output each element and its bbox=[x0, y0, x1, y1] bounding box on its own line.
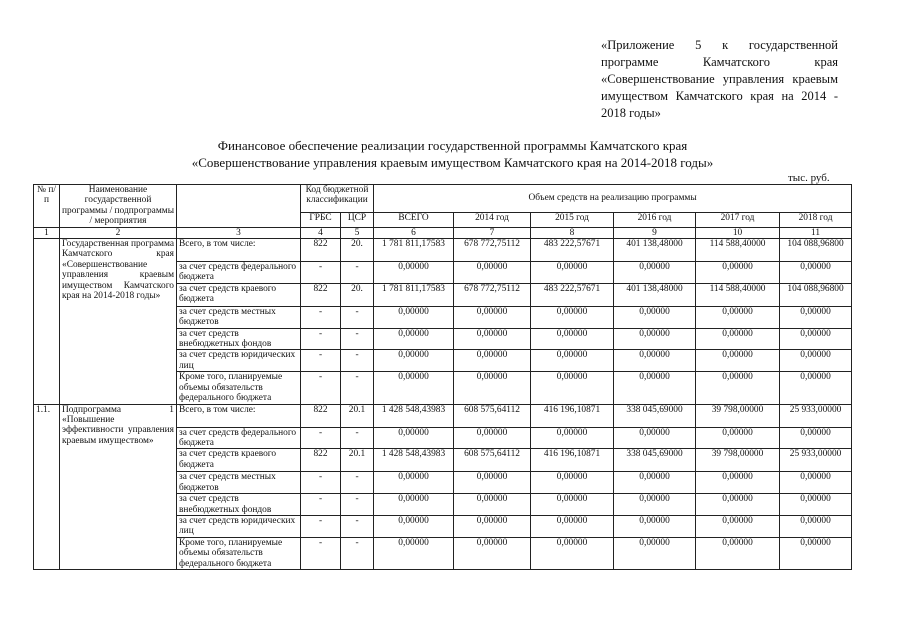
header-2015: 2015 год bbox=[531, 212, 614, 227]
cell-y2015: 416 196,10871 bbox=[531, 449, 614, 472]
appendix-note: «Приложение 5 к государственной программе Камчатского края «Совершенствование управления краевым имуществом Камчатского края на 2014 - 2018 годы» bbox=[601, 38, 838, 120]
header-2017: 2017 год bbox=[696, 212, 780, 227]
column-number: 9 bbox=[614, 227, 696, 238]
funding-source: за счет средств федерального бюджета bbox=[177, 427, 301, 449]
funding-source: за счет средств краевого бюджета bbox=[177, 283, 301, 306]
header-code: Код бюджетной классификации bbox=[301, 185, 374, 213]
cell-grbs: 822 bbox=[301, 239, 341, 262]
column-number: 6 bbox=[374, 227, 454, 238]
cell-grbs: 822 bbox=[301, 449, 341, 472]
cell-y2014: 678 772,75112 bbox=[454, 239, 531, 262]
cell-y2014: 608 575,64112 bbox=[454, 449, 531, 472]
cell-csr: - bbox=[341, 472, 374, 494]
cell-y2014: 0,00000 bbox=[454, 537, 531, 569]
funding-source: за счет средств местных бюджетов bbox=[177, 306, 301, 328]
funding-source: за счет средств краевого бюджета bbox=[177, 449, 301, 472]
cell-y2017: 114 588,40000 bbox=[696, 283, 780, 306]
cell-total: 1 428 548,43983 bbox=[374, 404, 454, 427]
cell-grbs: - bbox=[301, 262, 341, 284]
header-volume: Объем средств на реализацию программы bbox=[374, 185, 852, 213]
cell-y2014: 0,00000 bbox=[454, 472, 531, 494]
funding-source: за счет средств внебюджетных фондов bbox=[177, 494, 301, 516]
cell-grbs: - bbox=[301, 515, 341, 537]
cell-grbs: - bbox=[301, 537, 341, 569]
units-label: тыс. руб. bbox=[788, 172, 830, 184]
cell-grbs: - bbox=[301, 472, 341, 494]
cell-total: 0,00000 bbox=[374, 262, 454, 284]
cell-y2018: 0,00000 bbox=[780, 472, 852, 494]
column-number: 2 bbox=[60, 227, 177, 238]
cell-y2017: 0,00000 bbox=[696, 328, 780, 350]
column-numbers-row bbox=[34, 227, 852, 238]
cell-y2018: 0,00000 bbox=[780, 262, 852, 284]
cell-y2015: 0,00000 bbox=[531, 494, 614, 516]
cell-y2017: 0,00000 bbox=[696, 494, 780, 516]
cell-y2014: 678 772,75112 bbox=[454, 283, 531, 306]
header-total: ВСЕГО bbox=[374, 212, 454, 227]
cell-y2015: 0,00000 bbox=[531, 328, 614, 350]
cell-grbs: 822 bbox=[301, 404, 341, 427]
table-row bbox=[34, 239, 852, 262]
cell-csr: 20.1 bbox=[341, 404, 374, 427]
column-number: 11 bbox=[780, 227, 852, 238]
cell-y2016: 0,00000 bbox=[614, 328, 696, 350]
cell-y2016: 0,00000 bbox=[614, 372, 696, 404]
cell-csr: - bbox=[341, 537, 374, 569]
cell-y2015: 0,00000 bbox=[531, 372, 614, 404]
header-num: № п/п bbox=[34, 185, 60, 228]
funding-source: Кроме того, планируемые объемы обязательств федерального бюджета bbox=[177, 372, 301, 404]
cell-grbs: 822 bbox=[301, 283, 341, 306]
title-line-2: «Совершенствование управления краевым имуществом Камчатского края на 2014-2018 годы» bbox=[191, 155, 714, 170]
cell-y2017: 0,00000 bbox=[696, 472, 780, 494]
cell-y2014: 0,00000 bbox=[454, 515, 531, 537]
funding-source: Всего, в том числе: bbox=[177, 404, 301, 427]
cell-y2016: 401 138,48000 bbox=[614, 239, 696, 262]
cell-y2016: 0,00000 bbox=[614, 494, 696, 516]
cell-total: 0,00000 bbox=[374, 515, 454, 537]
cell-total: 0,00000 bbox=[374, 537, 454, 569]
cell-y2018: 0,00000 bbox=[780, 515, 852, 537]
cell-grbs: - bbox=[301, 372, 341, 404]
document-title bbox=[0, 137, 905, 171]
finance-table bbox=[33, 184, 852, 570]
cell-y2018: 0,00000 bbox=[780, 494, 852, 516]
cell-y2017: 0,00000 bbox=[696, 537, 780, 569]
cell-y2014: 0,00000 bbox=[454, 306, 531, 328]
cell-y2018: 0,00000 bbox=[780, 427, 852, 449]
header-2018: 2018 год bbox=[780, 212, 852, 227]
cell-y2017: 39 798,00000 bbox=[696, 404, 780, 427]
column-number: 5 bbox=[341, 227, 374, 238]
cell-total: 0,00000 bbox=[374, 306, 454, 328]
column-number: 3 bbox=[177, 227, 301, 238]
cell-y2018: 0,00000 bbox=[780, 328, 852, 350]
funding-source: за счет средств федерального бюджета bbox=[177, 262, 301, 284]
cell-grbs: - bbox=[301, 328, 341, 350]
cell-y2016: 401 138,48000 bbox=[614, 283, 696, 306]
row-number bbox=[34, 239, 60, 404]
cell-y2015: 416 196,10871 bbox=[531, 404, 614, 427]
cell-csr: 20.1 bbox=[341, 449, 374, 472]
funding-source: Кроме того, планируемые объемы обязательств федерального бюджета bbox=[177, 537, 301, 569]
cell-y2017: 114 588,40000 bbox=[696, 239, 780, 262]
cell-y2018: 0,00000 bbox=[780, 350, 852, 372]
cell-y2018: 25 933,00000 bbox=[780, 404, 852, 427]
cell-y2015: 0,00000 bbox=[531, 537, 614, 569]
cell-y2014: 0,00000 bbox=[454, 372, 531, 404]
cell-y2016: 338 045,69000 bbox=[614, 449, 696, 472]
cell-y2014: 0,00000 bbox=[454, 350, 531, 372]
cell-csr: - bbox=[341, 262, 374, 284]
cell-grbs: - bbox=[301, 306, 341, 328]
title-line-1: Финансовое обеспечение реализации государственной программы Камчатского края bbox=[217, 138, 688, 153]
funding-source: за счет средств юридических лиц bbox=[177, 350, 301, 372]
cell-grbs: - bbox=[301, 427, 341, 449]
cell-y2014: 0,00000 bbox=[454, 427, 531, 449]
cell-y2018: 0,00000 bbox=[780, 372, 852, 404]
cell-total: 0,00000 bbox=[374, 427, 454, 449]
cell-y2015: 0,00000 bbox=[531, 515, 614, 537]
header-2016: 2016 год bbox=[614, 212, 696, 227]
header-grbs: ГРБС bbox=[301, 212, 341, 227]
cell-csr: - bbox=[341, 328, 374, 350]
cell-y2016: 0,00000 bbox=[614, 262, 696, 284]
table-row bbox=[34, 404, 852, 427]
funding-source: за счет средств внебюджетных фондов bbox=[177, 328, 301, 350]
cell-y2018: 0,00000 bbox=[780, 537, 852, 569]
cell-y2016: 0,00000 bbox=[614, 472, 696, 494]
program-name: Подпрограмма 1 «Повышение эффективности управления краевым имуществом» bbox=[60, 404, 177, 569]
column-number: 10 bbox=[696, 227, 780, 238]
cell-y2016: 0,00000 bbox=[614, 306, 696, 328]
cell-total: 0,00000 bbox=[374, 494, 454, 516]
cell-y2014: 0,00000 bbox=[454, 262, 531, 284]
cell-csr: 20. bbox=[341, 239, 374, 262]
header-csr: ЦСР bbox=[341, 212, 374, 227]
funding-source: за счет средств юридических лиц bbox=[177, 515, 301, 537]
cell-y2018: 0,00000 bbox=[780, 306, 852, 328]
program-name: Государственная программа Камчатского края «Совершенствование управления краевым имуществом Камчатского края на 2014-2018 годы» bbox=[60, 239, 177, 404]
column-number: 8 bbox=[531, 227, 614, 238]
cell-y2017: 0,00000 bbox=[696, 306, 780, 328]
cell-y2015: 0,00000 bbox=[531, 306, 614, 328]
cell-total: 1 428 548,43983 bbox=[374, 449, 454, 472]
cell-total: 0,00000 bbox=[374, 350, 454, 372]
cell-csr: - bbox=[341, 350, 374, 372]
cell-y2015: 483 222,57671 bbox=[531, 239, 614, 262]
cell-csr: - bbox=[341, 494, 374, 516]
cell-y2015: 0,00000 bbox=[531, 472, 614, 494]
cell-total: 0,00000 bbox=[374, 372, 454, 404]
cell-y2017: 0,00000 bbox=[696, 262, 780, 284]
cell-y2017: 39 798,00000 bbox=[696, 449, 780, 472]
cell-csr: 20. bbox=[341, 283, 374, 306]
cell-y2017: 0,00000 bbox=[696, 350, 780, 372]
column-number: 7 bbox=[454, 227, 531, 238]
cell-total: 0,00000 bbox=[374, 328, 454, 350]
cell-y2016: 338 045,69000 bbox=[614, 404, 696, 427]
cell-total: 1 781 811,17583 bbox=[374, 239, 454, 262]
cell-y2016: 0,00000 bbox=[614, 427, 696, 449]
cell-y2015: 0,00000 bbox=[531, 350, 614, 372]
funding-source: Всего, в том числе: bbox=[177, 239, 301, 262]
cell-y2015: 483 222,57671 bbox=[531, 283, 614, 306]
row-number: 1.1. bbox=[34, 404, 60, 569]
cell-y2018: 104 088,96800 bbox=[780, 239, 852, 262]
cell-y2017: 0,00000 bbox=[696, 372, 780, 404]
cell-csr: - bbox=[341, 372, 374, 404]
cell-csr: - bbox=[341, 515, 374, 537]
cell-total: 1 781 811,17583 bbox=[374, 283, 454, 306]
cell-total: 0,00000 bbox=[374, 472, 454, 494]
cell-csr: - bbox=[341, 306, 374, 328]
header-name: Наименование государственной программы / подпрограммы / мероприятия bbox=[60, 185, 177, 228]
cell-y2016: 0,00000 bbox=[614, 515, 696, 537]
cell-y2015: 0,00000 bbox=[531, 427, 614, 449]
cell-y2018: 25 933,00000 bbox=[780, 449, 852, 472]
cell-grbs: - bbox=[301, 494, 341, 516]
cell-y2014: 0,00000 bbox=[454, 494, 531, 516]
cell-csr: - bbox=[341, 427, 374, 449]
cell-y2016: 0,00000 bbox=[614, 537, 696, 569]
cell-y2015: 0,00000 bbox=[531, 262, 614, 284]
funding-source: за счет средств местных бюджетов bbox=[177, 472, 301, 494]
header-2014: 2014 год bbox=[454, 212, 531, 227]
cell-y2014: 608 575,64112 bbox=[454, 404, 531, 427]
cell-grbs: - bbox=[301, 350, 341, 372]
cell-y2018: 104 088,96800 bbox=[780, 283, 852, 306]
cell-y2014: 0,00000 bbox=[454, 328, 531, 350]
cell-y2016: 0,00000 bbox=[614, 350, 696, 372]
column-number: 4 bbox=[301, 227, 341, 238]
cell-y2017: 0,00000 bbox=[696, 515, 780, 537]
header-source bbox=[177, 185, 301, 228]
cell-y2017: 0,00000 bbox=[696, 427, 780, 449]
column-number: 1 bbox=[34, 227, 60, 238]
